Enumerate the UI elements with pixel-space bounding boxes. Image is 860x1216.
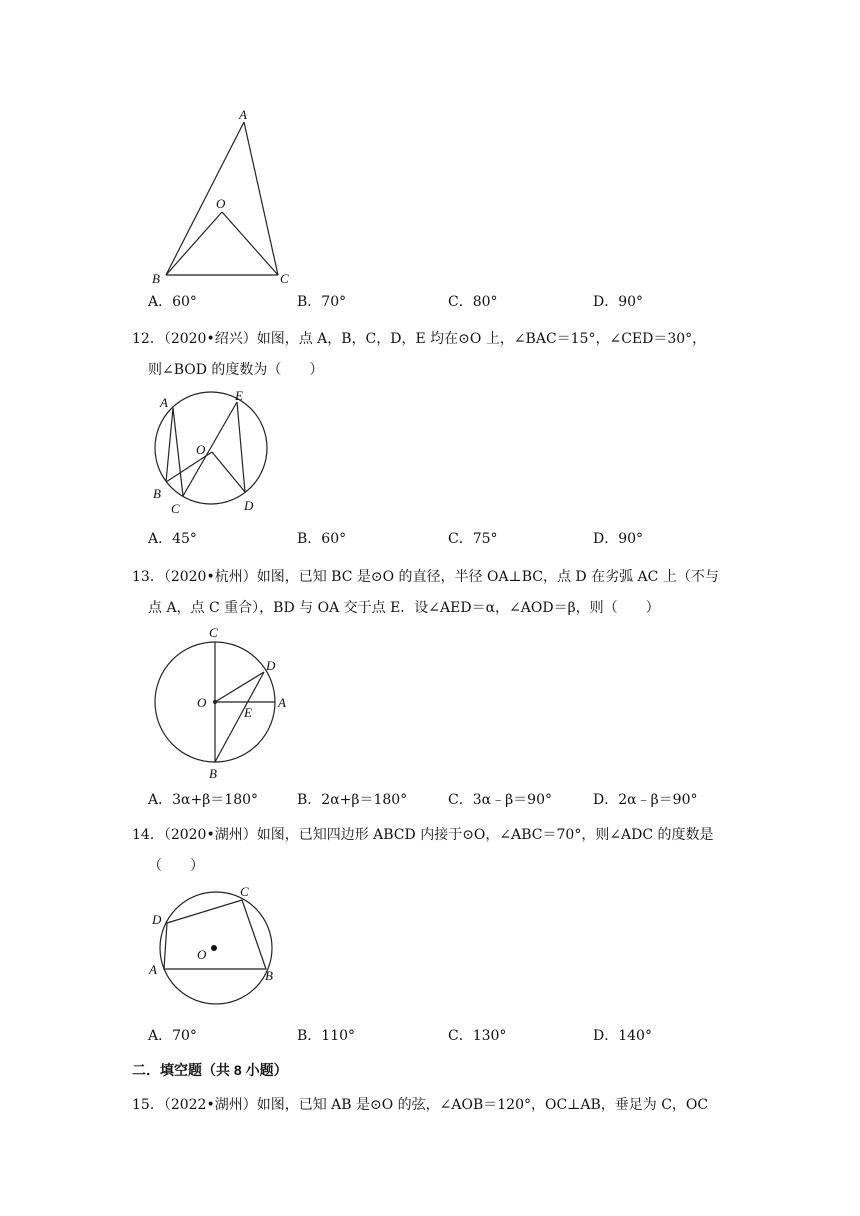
q13-option-b: B．2α+β＝180° [297,792,408,808]
q11-label-o: O [216,196,226,211]
q12-label-e: E [235,388,243,403]
q12-label-d: D [244,498,254,513]
q14-option-d: D．140° [593,1028,652,1044]
q13-label-e: E [244,705,252,720]
q13-question-line2: 点 A，点 C 重合），BD 与 OA 交于点 E．设∠AED＝α，∠AOD＝β，则（ ） [148,600,660,616]
q12-label-a: A [160,395,168,410]
q13-label-c: C [209,625,218,640]
q13-option-a: A．3α+β＝180° [148,792,259,808]
q11-option-b: B．70° [297,294,347,310]
q14-label-a: A [149,962,157,977]
q13-label-o: O [197,695,207,710]
q12-option-b: B．60° [297,531,347,547]
q14-question-line2: （ ） [148,858,204,874]
q11-figure [140,100,310,290]
q14-label-c: C [240,884,249,899]
q14-label-d: D [152,912,162,927]
q11-label-c: C [280,271,289,286]
q14-label-b: B [265,968,273,983]
q11-label-a: A [239,107,247,122]
q13-label-b: B [209,766,217,781]
q15-question-line1: 15．（2022•湖州）如图，已知 AB 是⊙O 的弦，∠AOB＝120°，OC⊥AB，垂足为 C，OC [132,1097,709,1113]
q14-option-a: A．70° [148,1028,197,1044]
q13-label-a: A [278,695,286,710]
q12-figure [148,386,278,516]
q14-figure [145,882,285,1012]
q12-question-line2: 则∠BOD 的度数为（ ） [148,362,324,378]
q14-option-b: B．110° [297,1028,356,1044]
q11-option-c: C．80° [448,294,498,310]
q13-question-line1: 13．（2020•杭州）如图，已知 BC 是⊙O 的直径，半径 OA⊥BC，点 D 在劣弧 AC 上（不与 [132,569,719,585]
q13-figure [145,622,295,782]
q13-label-d: D [266,658,276,673]
section-title-fill-in: 二．填空题（共 8 小题） [132,1062,288,1078]
q11-label-b: B [152,271,160,286]
q14-question-line1: 14．（2020•湖州）如图，已知四边形 ABCD 内接于⊙O，∠ABC＝70°，则∠ADC 的度数是 [132,827,714,843]
q14-label-o: O [197,947,207,962]
q13-option-d: D．2α﹣β＝90° [593,792,698,808]
q12-option-a: A．45° [148,531,197,547]
q12-option-d: D．90° [593,531,644,547]
q11-option-d: D．90° [593,294,644,310]
q12-label-b: B [153,486,161,501]
q12-question-line1: 12．（2020•绍兴）如图，点 A，B，C，D，E 均在⊙O 上，∠BAC＝15°，∠CED＝30°， [132,331,707,347]
q14-option-c: C．130° [448,1028,507,1044]
q13-option-c: C．3α﹣β＝90° [448,792,552,808]
q12-label-o: O [196,442,206,457]
q12-label-c: C [171,501,180,516]
q11-option-a: A．60° [148,294,197,310]
q12-option-c: C．75° [448,531,498,547]
